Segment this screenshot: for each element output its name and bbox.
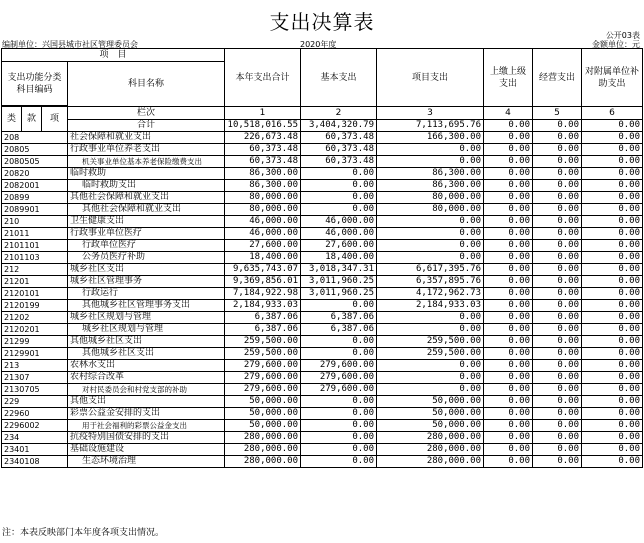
subject-name: 行政运行	[68, 288, 225, 300]
lei-header: 类	[2, 107, 22, 132]
subsidy-amount: 0.00	[582, 120, 643, 132]
operating-amount: 0.00	[533, 408, 582, 420]
table-row	[2, 420, 643, 432]
basic-amount: 279,600.00	[301, 360, 377, 372]
subsidy-amount: 0.00	[582, 216, 643, 228]
project-amount: 80,000.00	[377, 192, 484, 204]
operating-amount: 0.00	[533, 348, 582, 360]
total-amount: 7,184,922.98	[225, 288, 301, 300]
subject-name: 临时救助支出	[68, 180, 225, 192]
col-5-index: 5	[533, 107, 582, 120]
subject-code: 2340108	[2, 456, 68, 468]
upper-amount: 0.00	[484, 144, 533, 156]
col-2-index: 2	[301, 107, 377, 120]
subject-code: 2129901	[2, 348, 68, 360]
basic-amount: 6,387.06	[301, 312, 377, 324]
subject-code: 20899	[2, 192, 68, 204]
basic-amount: 0.00	[301, 180, 377, 192]
subject-name: 用于社会福利的彩票公益金支出	[68, 420, 225, 432]
subject-name: 其他城乡社区支出	[68, 336, 225, 348]
subject-code: 2120101	[2, 288, 68, 300]
subsidy-amount: 0.00	[582, 336, 643, 348]
operating-amount: 0.00	[533, 384, 582, 396]
unit-label: 编制单位：兴国县城市社区管理委员会	[2, 40, 138, 49]
table-row	[2, 408, 643, 420]
operating-amount: 0.00	[533, 252, 582, 264]
operating-amount: 0.00	[533, 420, 582, 432]
subject-name: 城乡社区规划与管理	[68, 324, 225, 336]
subject-code: 21299	[2, 336, 68, 348]
total-amount: 259,500.00	[225, 336, 301, 348]
table-row	[2, 348, 643, 360]
project-amount: 6,617,395.76	[377, 264, 484, 276]
subject-name: 农林水支出	[68, 360, 225, 372]
upper-amount: 0.00	[484, 336, 533, 348]
operating-amount: 0.00	[533, 264, 582, 276]
table-row	[2, 216, 643, 228]
table-row	[2, 180, 643, 192]
basic-amount: 0.00	[301, 336, 377, 348]
operating-amount: 0.00	[533, 120, 582, 132]
subsidy-amount: 0.00	[582, 252, 643, 264]
total-amount: 60,373.48	[225, 156, 301, 168]
subject-name: 其他社会保障和就业支出	[68, 204, 225, 216]
project-amount: 50,000.00	[377, 396, 484, 408]
subsidy-header: 对附属单位补助支出	[582, 49, 643, 107]
subsidy-amount: 0.00	[582, 324, 643, 336]
xiang-header: 项	[42, 107, 68, 132]
operating-amount: 0.00	[533, 432, 582, 444]
project-amount: 86,300.00	[377, 180, 484, 192]
operating-amount: 0.00	[533, 144, 582, 156]
operating-amount: 0.00	[533, 276, 582, 288]
func-class-header: 支出功能分类科目编码	[2, 62, 68, 106]
total-amount: 46,000.00	[225, 228, 301, 240]
col-1-index: 1	[225, 107, 301, 120]
operating-amount: 0.00	[533, 192, 582, 204]
total-amount: 9,369,856.01	[225, 276, 301, 288]
operating-amount: 0.00	[533, 204, 582, 216]
total-amount: 279,600.00	[225, 384, 301, 396]
total-amount: 18,400.00	[225, 252, 301, 264]
operating-amount: 0.00	[533, 300, 582, 312]
subject-name: 行政事业单位养老支出	[68, 144, 225, 156]
subject-code: 2082001	[2, 180, 68, 192]
project-amount: 0.00	[377, 144, 484, 156]
upper-amount: 0.00	[484, 456, 533, 468]
upper-amount: 0.00	[484, 348, 533, 360]
operating-amount: 0.00	[533, 156, 582, 168]
subsidy-amount: 0.00	[582, 360, 643, 372]
table-row	[2, 228, 643, 240]
table-row	[2, 192, 643, 204]
basic-amount: 279,600.00	[301, 372, 377, 384]
subsidy-amount: 0.00	[582, 192, 643, 204]
total-amount: 27,600.00	[225, 240, 301, 252]
table-row	[2, 264, 643, 276]
operating-amount: 0.00	[533, 444, 582, 456]
operating-amount: 0.00	[533, 396, 582, 408]
currency-label: 金额单位：元	[592, 40, 640, 49]
subsidy-amount: 0.00	[582, 144, 643, 156]
basic-header: 基本支出	[301, 49, 377, 107]
total-amount: 10,518,016.55	[225, 120, 301, 132]
operating-amount: 0.00	[533, 228, 582, 240]
subject-code: 2130705	[2, 384, 68, 396]
subject-code: 210	[2, 216, 68, 228]
upper-amount: 0.00	[484, 396, 533, 408]
operating-amount: 0.00	[533, 324, 582, 336]
subject-name: 合计	[68, 120, 225, 132]
table-row	[2, 276, 643, 288]
basic-amount: 3,011,960.25	[301, 276, 377, 288]
subject-name: 卫生健康支出	[68, 216, 225, 228]
basic-amount: 0.00	[301, 420, 377, 432]
upper-amount: 0.00	[484, 420, 533, 432]
operating-amount: 0.00	[533, 288, 582, 300]
table-row	[2, 324, 643, 336]
subject-name: 基础设施建设	[68, 444, 225, 456]
subject-code: 20820	[2, 168, 68, 180]
table-row	[2, 132, 643, 144]
basic-amount: 6,387.06	[301, 324, 377, 336]
subsidy-amount: 0.00	[582, 384, 643, 396]
subject-code: 2089901	[2, 204, 68, 216]
project-amount: 280,000.00	[377, 456, 484, 468]
upper-amount: 0.00	[484, 276, 533, 288]
upper-amount: 0.00	[484, 264, 533, 276]
subject-code: 20805	[2, 144, 68, 156]
upper-amount: 0.00	[484, 132, 533, 144]
col-3-index: 3	[377, 107, 484, 120]
subject-code: 2101101	[2, 240, 68, 252]
basic-amount: 60,373.48	[301, 144, 377, 156]
subject-code: 21202	[2, 312, 68, 324]
subsidy-amount: 0.00	[582, 420, 643, 432]
subject-name: 城乡社区管理事务	[68, 276, 225, 288]
project-amount: 166,300.00	[377, 132, 484, 144]
kuan-header: 款	[22, 107, 42, 132]
operating-amount: 0.00	[533, 336, 582, 348]
basic-amount: 3,011,960.25	[301, 288, 377, 300]
table-row	[2, 252, 643, 264]
subject-name: 其他城乡社区管理事务支出	[68, 300, 225, 312]
subject-name: 农村综合改革	[68, 372, 225, 384]
total-amount: 259,500.00	[225, 348, 301, 360]
table-row	[2, 204, 643, 216]
table-row	[2, 444, 643, 456]
operating-amount: 0.00	[533, 132, 582, 144]
project-amount: 0.00	[377, 252, 484, 264]
project-amount: 259,500.00	[377, 348, 484, 360]
upper-amount: 0.00	[484, 216, 533, 228]
total-amount: 80,000.00	[225, 192, 301, 204]
upper-amount: 0.00	[484, 180, 533, 192]
basic-amount: 3,404,320.79	[301, 120, 377, 132]
subsidy-amount: 0.00	[582, 180, 643, 192]
basic-amount: 0.00	[301, 396, 377, 408]
subject-name: 抗疫特别国债安排的支出	[68, 432, 225, 444]
subject-code: 2296002	[2, 420, 68, 432]
operating-header: 经营支出	[533, 49, 582, 107]
subject-name: 其他支出	[68, 396, 225, 408]
total-header: 本年支出合计	[225, 49, 301, 107]
subject-name: 生态环境治理	[68, 456, 225, 468]
subsidy-amount: 0.00	[582, 300, 643, 312]
basic-amount: 46,000.00	[301, 216, 377, 228]
project-amount: 0.00	[377, 240, 484, 252]
subject-name: 其他社会保障和就业支出	[68, 192, 225, 204]
subject-code: 21307	[2, 372, 68, 384]
subject-code: 23401	[2, 444, 68, 456]
total-amount: 86,300.00	[225, 168, 301, 180]
project-amount: 0.00	[377, 384, 484, 396]
project-amount: 0.00	[377, 372, 484, 384]
table-number: 公开03表	[605, 31, 640, 40]
total-amount: 6,387.06	[225, 312, 301, 324]
basic-amount: 0.00	[301, 204, 377, 216]
subject-name-header: 科目名称	[68, 62, 225, 107]
project-amount: 0.00	[377, 324, 484, 336]
total-amount: 50,000.00	[225, 420, 301, 432]
total-amount: 6,387.06	[225, 324, 301, 336]
basic-amount: 60,373.48	[301, 132, 377, 144]
subject-code: 2120199	[2, 300, 68, 312]
project-amount: 0.00	[377, 228, 484, 240]
basic-amount: 0.00	[301, 348, 377, 360]
subsidy-amount: 0.00	[582, 444, 643, 456]
expenditure-table	[1, 48, 643, 468]
col-4-index: 4	[484, 107, 533, 120]
project-amount: 7,113,695.76	[377, 120, 484, 132]
project-amount: 0.00	[377, 216, 484, 228]
subsidy-amount: 0.00	[582, 456, 643, 468]
basic-amount: 3,018,347.31	[301, 264, 377, 276]
col-6-index: 6	[582, 107, 643, 120]
table-row	[2, 144, 643, 156]
project-amount: 80,000.00	[377, 204, 484, 216]
upper-amount: 0.00	[484, 240, 533, 252]
project-exp-header: 项目支出	[377, 49, 484, 107]
basic-amount: 279,600.00	[301, 384, 377, 396]
subject-code: 208	[2, 132, 68, 144]
subsidy-amount: 0.00	[582, 432, 643, 444]
upper-amount: 0.00	[484, 408, 533, 420]
total-amount: 86,300.00	[225, 180, 301, 192]
project-amount: 0.00	[377, 156, 484, 168]
subject-name: 行政事业单位医疗	[68, 228, 225, 240]
basic-amount: 0.00	[301, 168, 377, 180]
total-amount: 280,000.00	[225, 444, 301, 456]
total-amount: 80,000.00	[225, 204, 301, 216]
subject-code: 213	[2, 360, 68, 372]
lanci-header: 栏次	[68, 107, 225, 120]
table-row	[2, 156, 643, 168]
subject-name: 社会保障和就业支出	[68, 132, 225, 144]
subsidy-amount: 0.00	[582, 372, 643, 384]
project-amount: 0.00	[377, 360, 484, 372]
subsidy-amount: 0.00	[582, 264, 643, 276]
total-amount: 2,184,933.03	[225, 300, 301, 312]
upper-amount: 0.00	[484, 432, 533, 444]
subsidy-amount: 0.00	[582, 396, 643, 408]
operating-amount: 0.00	[533, 180, 582, 192]
basic-amount: 0.00	[301, 300, 377, 312]
upper-amount: 0.00	[484, 120, 533, 132]
upper-amount: 0.00	[484, 324, 533, 336]
subject-code: 2080505	[2, 156, 68, 168]
footnote: 注：本表反映部门本年度各项支出情况。	[2, 528, 165, 538]
subsidy-amount: 0.00	[582, 228, 643, 240]
subject-code: 212	[2, 264, 68, 276]
project-amount: 2,184,933.03	[377, 300, 484, 312]
upper-amount: 0.00	[484, 192, 533, 204]
upper-header: 上缴上级支出	[484, 49, 533, 107]
project-amount: 4,172,962.73	[377, 288, 484, 300]
table-row	[2, 360, 643, 372]
total-amount: 280,000.00	[225, 432, 301, 444]
upper-amount: 0.00	[484, 156, 533, 168]
page-title: 支出决算表	[269, 10, 375, 34]
subsidy-amount: 0.00	[582, 240, 643, 252]
upper-amount: 0.00	[484, 252, 533, 264]
table-row	[2, 168, 643, 180]
basic-amount: 46,000.00	[301, 228, 377, 240]
project-amount: 259,500.00	[377, 336, 484, 348]
basic-amount: 0.00	[301, 432, 377, 444]
basic-amount: 0.00	[301, 192, 377, 204]
total-amount: 9,635,743.07	[225, 264, 301, 276]
total-amount: 50,000.00	[225, 396, 301, 408]
basic-amount: 0.00	[301, 444, 377, 456]
total-amount: 280,000.00	[225, 456, 301, 468]
basic-amount: 0.00	[301, 456, 377, 468]
subject-name: 彩票公益金安排的支出	[68, 408, 225, 420]
project-header: 项 目	[2, 49, 225, 62]
operating-amount: 0.00	[533, 168, 582, 180]
operating-amount: 0.00	[533, 240, 582, 252]
subject-code: 2120201	[2, 324, 68, 336]
subsidy-amount: 0.00	[582, 276, 643, 288]
table-row	[2, 336, 643, 348]
table-row	[2, 288, 643, 300]
table-row	[2, 456, 643, 468]
subject-code: 2101103	[2, 252, 68, 264]
project-amount: 6,357,895.76	[377, 276, 484, 288]
project-amount: 280,000.00	[377, 444, 484, 456]
total-amount: 226,673.48	[225, 132, 301, 144]
subject-name: 其他城乡社区支出	[68, 348, 225, 360]
subject-name: 城乡社区支出	[68, 264, 225, 276]
upper-amount: 0.00	[484, 372, 533, 384]
project-amount: 50,000.00	[377, 420, 484, 432]
subsidy-amount: 0.00	[582, 348, 643, 360]
subject-code: 21201	[2, 276, 68, 288]
subsidy-amount: 0.00	[582, 168, 643, 180]
total-amount: 50,000.00	[225, 408, 301, 420]
operating-amount: 0.00	[533, 456, 582, 468]
operating-amount: 0.00	[533, 360, 582, 372]
subject-name: 行政单位医疗	[68, 240, 225, 252]
table-row	[2, 312, 643, 324]
upper-amount: 0.00	[484, 204, 533, 216]
subsidy-amount: 0.00	[582, 288, 643, 300]
subsidy-amount: 0.00	[582, 408, 643, 420]
operating-amount: 0.00	[533, 312, 582, 324]
table-row	[2, 240, 643, 252]
basic-amount: 27,600.00	[301, 240, 377, 252]
subject-code: 22960	[2, 408, 68, 420]
subsidy-amount: 0.00	[582, 156, 643, 168]
subject-name: 城乡社区规划与管理	[68, 312, 225, 324]
basic-amount: 0.00	[301, 408, 377, 420]
subject-code: 21011	[2, 228, 68, 240]
upper-amount: 0.00	[484, 168, 533, 180]
subsidy-amount: 0.00	[582, 132, 643, 144]
project-amount: 86,300.00	[377, 168, 484, 180]
subsidy-amount: 0.00	[582, 204, 643, 216]
upper-amount: 0.00	[484, 300, 533, 312]
table-row	[2, 384, 643, 396]
subject-name: 对村民委员会和村党支部的补助	[68, 384, 225, 396]
upper-amount: 0.00	[484, 288, 533, 300]
project-amount: 280,000.00	[377, 432, 484, 444]
project-amount: 0.00	[377, 312, 484, 324]
subsidy-amount: 0.00	[582, 312, 643, 324]
subject-name: 公务员医疗补助	[68, 252, 225, 264]
subject-code: 229	[2, 396, 68, 408]
table-row	[2, 372, 643, 384]
upper-amount: 0.00	[484, 360, 533, 372]
total-amount: 279,600.00	[225, 360, 301, 372]
upper-amount: 0.00	[484, 384, 533, 396]
basic-amount: 60,373.48	[301, 156, 377, 168]
table-row	[2, 432, 643, 444]
total-amount: 279,600.00	[225, 372, 301, 384]
operating-amount: 0.00	[533, 372, 582, 384]
total-amount: 46,000.00	[225, 216, 301, 228]
upper-amount: 0.00	[484, 312, 533, 324]
subject-name: 临时救助	[68, 168, 225, 180]
subject-code: 234	[2, 432, 68, 444]
subject-name: 机关事业单位基本养老保险缴费支出	[68, 156, 225, 168]
table-row	[2, 396, 643, 408]
total-amount: 60,373.48	[225, 144, 301, 156]
upper-amount: 0.00	[484, 444, 533, 456]
basic-amount: 18,400.00	[301, 252, 377, 264]
operating-amount: 0.00	[533, 216, 582, 228]
table-row	[2, 300, 643, 312]
year-label: 2020年度	[300, 40, 337, 49]
project-amount: 50,000.00	[377, 408, 484, 420]
upper-amount: 0.00	[484, 228, 533, 240]
